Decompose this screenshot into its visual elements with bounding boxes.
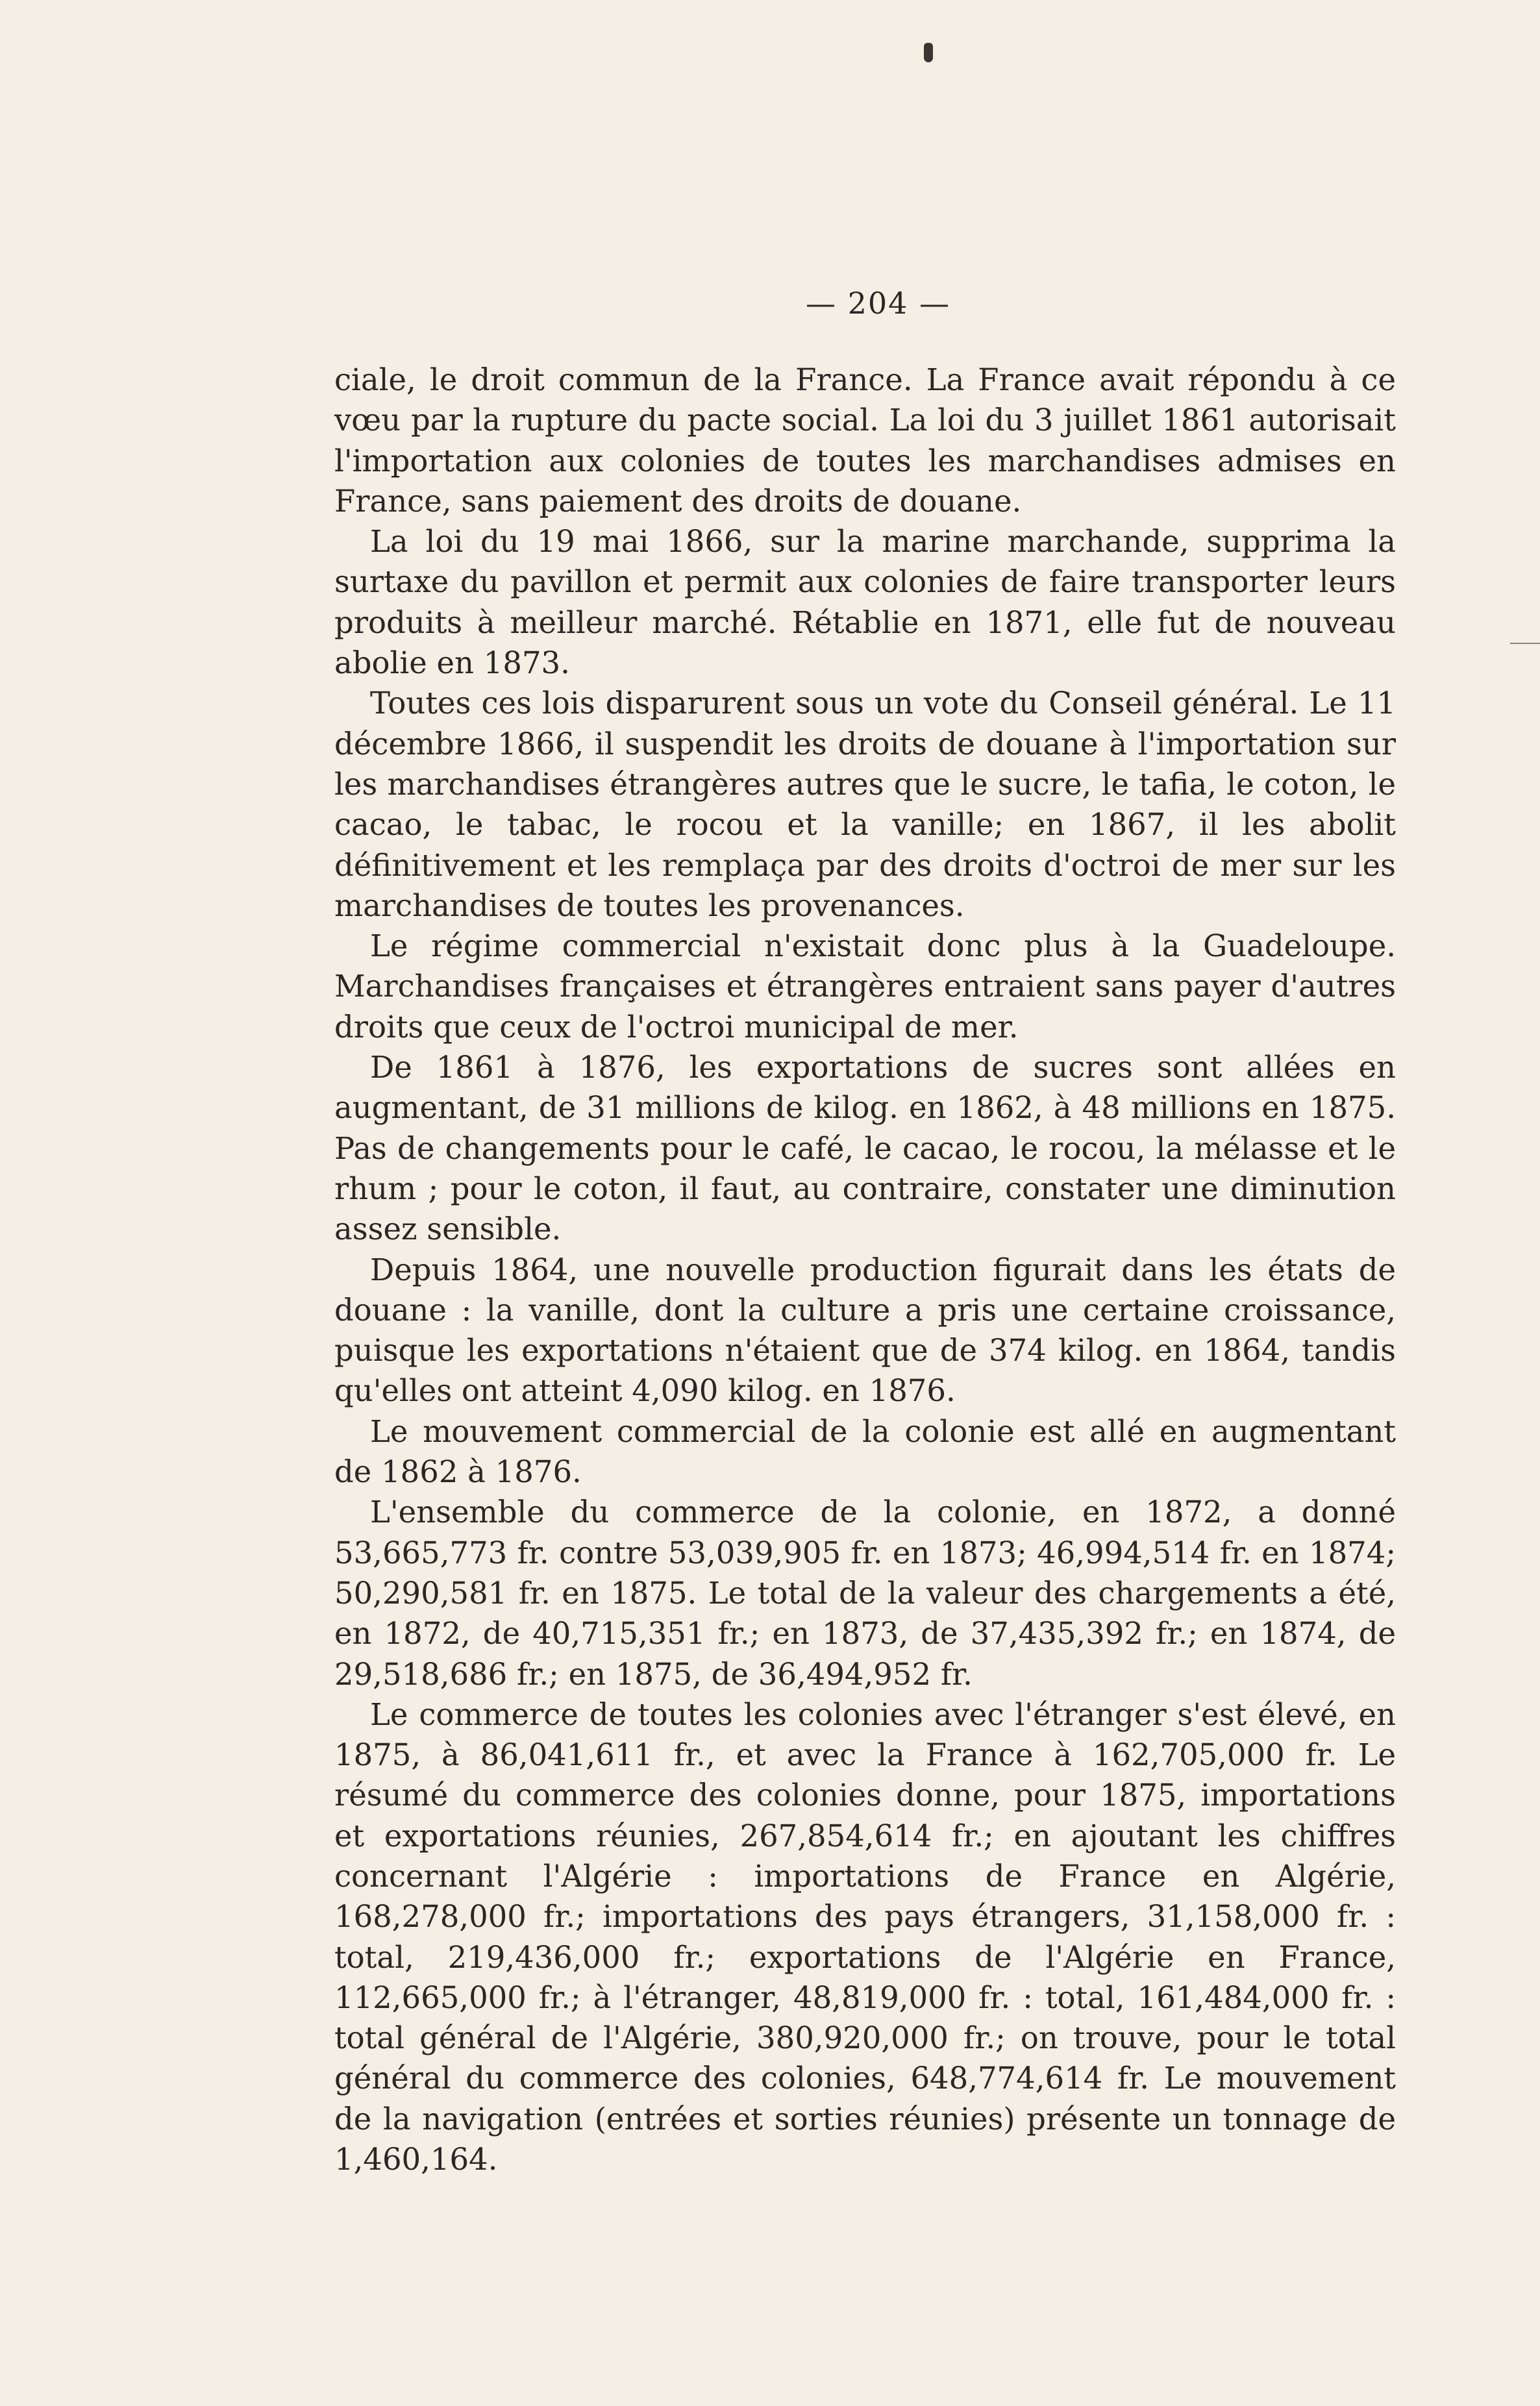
scan-edge-line <box>1510 643 1540 644</box>
paragraph-colony-commerce: L'ensemble du commerce de la colonie, en 1872, a donné 53,665,773 fr. contre 53,039,905 fr. en 1873; 46,994,514 fr. en 1874; 50,290,581 fr. en 1875. Le total de la valeur des chargements a été, en 1872, de 40,715,351 fr.; en 1873, de 37,435,392 fr.; en 1874, de 29,518,686 fr.; en 1875, de 36,494,952 fr. <box>334 1494 1396 1692</box>
paragraph-sugar-exports: De 1861 à 1876, les exportations de sucres sont allées en augmentant, de 31 millions de kilog. en 1862, à 48 millions en 1875. Pas de changements pour le café, le cacao, le rocou, la mélasse et le rhum ; pour le coton, il faut, au contraire, constater une diminution assez sensible. <box>334 1050 1396 1247</box>
page-body <box>334 360 1396 2179</box>
paragraph-continuation: ciale, le droit commun de la France. La France avait répondu à ce vœu par la rupture du pacte social. La loi du 3 juillet 1861 autorisait l'importation aux colonies de toutes les marchandises admises en France, sans paiement des droits de douane. <box>334 362 1396 519</box>
paragraph-conseil-general: Toutes ces lois disparurent sous un vote du Conseil général. Le 11 décembre 1866, il suspendit les droits de douane à l'importation sur les marchandises étrangères autres que le sucre, le tafia, le coton, le cacao, le tabac, le rocou et la vanille; en 1867, il les abolit définitivement et les remplaça par des droits d'octroi de mer sur les marchandises de toutes les provenances. <box>334 686 1396 923</box>
paragraph-marine-law: La loi du 19 mai 1866, sur la marine marchande, supprima la surtaxe du pavillon et permit aux colonies de faire transporter leurs produits à meilleur marché. Rétablie en 1871, elle fut de nouveau abolie en 1873. <box>334 524 1396 681</box>
paragraph-commercial-movement: Le mouvement commercial de la colonie est allé en augmentant de 1862 à 1876. <box>334 1413 1396 1490</box>
paragraph-all-colonies: Le commerce de toutes les colonies avec l'étranger s'est élevé, en 1875, à 86,041,611 fr., et avec la France à 162,705,000 fr. Le résumé du commerce des colonies donne, pour 1875, importations et exportations réunies, 267,854,614 fr.; en ajoutant les chiffres concernant l'Algérie : importations de France en Algérie, 168,278,000 fr.; importations des pays étrangers, 31,158,000 fr. : total, 219,436,000 fr.; exportations de l'Algérie en France, 112,665,000 fr.; à l'étranger, 48,819,000 fr. : total, 161,484,000 fr. : total général de l'Algérie, 380,920,000 fr.; on trouve, pour le total général du commerce des colonies, 648,774,614 fr. Le mouvement de la navigation (entrées et sorties réunies) présente un tonnage de 1,460,164. <box>334 1696 1396 2177</box>
scan-ink-mark <box>924 43 933 62</box>
page-number: — 204 — <box>805 286 951 321</box>
paragraph-regime-commercial: Le régime commercial n'existait donc plus à la Guadeloupe. Marchandises françaises et étrangères entraient sans payer d'autres droits que ceux de l'octroi municipal de mer. <box>334 928 1396 1045</box>
book-page <box>334 286 1396 2179</box>
paragraph-vanilla: Depuis 1864, une nouvelle production figurait dans les états de douane : la vanille, dont la culture a pris une certaine croissance, puisque les exportations n'étaient que de 374 kilog. en 1864, tandis qu'elles ont atteint 4,090 kilog. en 1876. <box>334 1252 1396 1409</box>
